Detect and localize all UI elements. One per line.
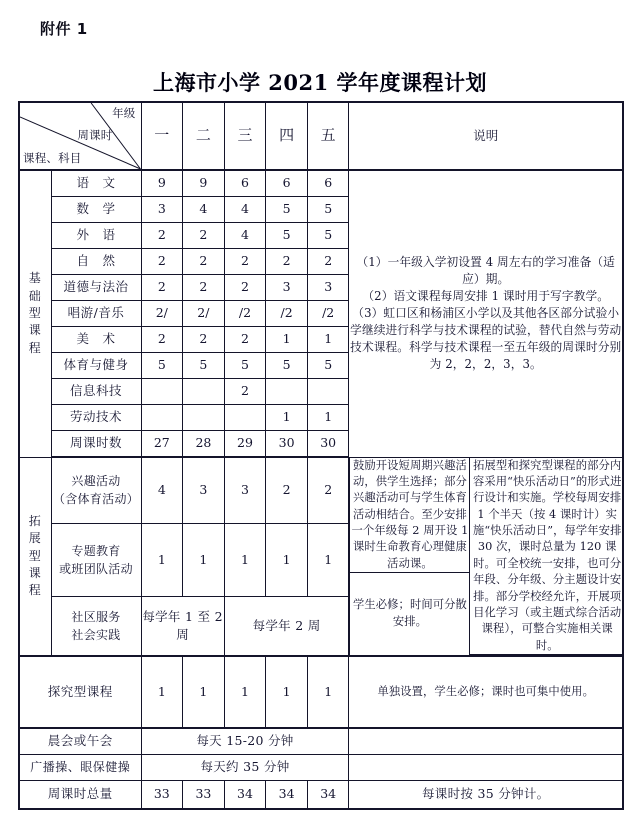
- cat-char: 基: [28, 271, 42, 286]
- cell-value: 2: [224, 379, 266, 405]
- cell-value: 2: [224, 249, 266, 275]
- cell-value: 1: [266, 405, 308, 431]
- label-broadcast-eye-exercises: 广播操、眼保健操: [19, 755, 141, 781]
- cell-value: 3: [141, 197, 183, 223]
- category-extension-courses: [19, 457, 51, 656]
- cell-value: 5: [224, 353, 266, 379]
- page-title: 上海市小学 2021 学年度课程计划: [152, 70, 488, 95]
- subject-line: 社会实践: [71, 627, 121, 642]
- cell-value: [141, 379, 183, 405]
- label-morning-noon-meeting: 晨会或午会: [19, 728, 141, 755]
- subject-nature: 自 然: [51, 249, 141, 275]
- cat-char: 程: [28, 583, 42, 598]
- note-weekly-total: 每课时按 35 分钟计。: [349, 781, 623, 810]
- subject-morality-law: 道德与法治: [51, 275, 141, 301]
- cell-value: [183, 405, 225, 431]
- subject-line: 专题教育: [71, 543, 121, 558]
- subject-pe-fitness: 体育与健身: [51, 353, 141, 379]
- cell-value: 4: [141, 457, 183, 523]
- cell-value: 2: [183, 327, 225, 353]
- cell-value: 34: [224, 781, 266, 810]
- cell-value: 27: [141, 431, 183, 458]
- cell-value: 28: [183, 431, 225, 458]
- cell-value: 29: [224, 431, 266, 458]
- cell-value: 6: [307, 170, 349, 197]
- cell-value: [224, 405, 266, 431]
- attachment-label: 附件 1: [40, 20, 88, 38]
- cat-char: 课: [28, 323, 42, 338]
- subject-line: （含体育活动）: [52, 492, 140, 507]
- note-paragraph: （2）语文课程每周安排 1 课时用于写字教学。: [362, 289, 610, 304]
- cell-value: 5: [266, 223, 308, 249]
- cell-value: 1: [307, 523, 349, 596]
- header-grade-5: 五: [307, 102, 349, 170]
- cell-value: 2: [224, 275, 266, 301]
- label-weekly-total: 周课时总量: [19, 781, 141, 810]
- cell-value: 1: [307, 656, 349, 728]
- cell-value: 2: [141, 327, 183, 353]
- cell-value: 1: [183, 656, 225, 728]
- cell-value: /2: [266, 301, 308, 327]
- cell-value: 1: [266, 327, 308, 353]
- table-row: [19, 728, 623, 755]
- value-broadcast-eye-exercises: 每天约 35 分钟: [141, 755, 349, 781]
- value-morning-noon-meeting: 每天 15-20 分钟: [141, 728, 349, 755]
- cell-value: 4: [224, 197, 266, 223]
- cell-value: [307, 379, 349, 405]
- note-extension-wrapper: [349, 457, 623, 656]
- cell-value: 33: [141, 781, 183, 810]
- header-note-column: 说明: [349, 102, 623, 170]
- cat-char: 型: [28, 548, 42, 563]
- note-basic-courses: [349, 170, 623, 457]
- cell-value: 2: [183, 223, 225, 249]
- cell-value: 2: [266, 249, 308, 275]
- cell-value: 3: [224, 457, 266, 523]
- value-community-grades-3-5: 每学年 2 周: [224, 596, 349, 656]
- cell-value: 2: [183, 275, 225, 301]
- cell-value: 1: [224, 656, 266, 728]
- subject-foreign-language: 外 语: [51, 223, 141, 249]
- cell-value: 1: [224, 523, 266, 596]
- cell-value: 5: [266, 353, 308, 379]
- cell-value: 5: [141, 353, 183, 379]
- table-row: [19, 170, 623, 197]
- header-grade-2: 二: [183, 102, 225, 170]
- cell-value: 1: [266, 656, 308, 728]
- header-grade-4: 四: [266, 102, 308, 170]
- cell-value: 1: [141, 523, 183, 596]
- cat-char: 础: [28, 288, 42, 303]
- cell-value: [183, 379, 225, 405]
- cell-value: 34: [266, 781, 308, 810]
- cell-value: 3: [307, 275, 349, 301]
- cell-value: 33: [183, 781, 225, 810]
- subject-line: 兴趣活动: [71, 474, 121, 489]
- note-interest-activities: 鼓励开设短周期兴趣活动，供学生选择；部分兴趣活动可与学生体育活动相结合。至少安排一个年级每 2 周开设 1 课时生命教育心理健康活动课。: [350, 458, 470, 573]
- cell-value: /2: [224, 301, 266, 327]
- cell-value: 9: [141, 170, 183, 197]
- note-morning-noon-meeting: [349, 728, 623, 755]
- subject-math: 数 学: [51, 197, 141, 223]
- note-inquiry-courses: 单独设置，学生必修；课时也可集中使用。: [349, 656, 623, 728]
- cell-value: 5: [307, 197, 349, 223]
- subject-information-technology: 信息科技: [51, 379, 141, 405]
- header-grade-1: 一: [141, 102, 183, 170]
- cell-value: 30: [266, 431, 308, 458]
- cell-value: 5: [307, 223, 349, 249]
- cell-value: 3: [266, 275, 308, 301]
- note-community-service: 学生必修；时间可分散安排。: [350, 573, 470, 655]
- header-grade-3: 三: [224, 102, 266, 170]
- cell-value: 30: [307, 431, 349, 458]
- cell-value: 9: [183, 170, 225, 197]
- cell-value: 1: [307, 327, 349, 353]
- cell-value: 2: [307, 457, 349, 523]
- note-paragraph: （3）虹口区和杨浦区小学以及其他各区部分试验小学继续进行科学与技术课程的试验，替代自然与劳动技术课程。科学与技术课程一至五年级的周课时分别为 2，2，2，3，3。: [350, 306, 622, 372]
- curriculum-plan-table: [18, 101, 624, 810]
- cell-value: [266, 379, 308, 405]
- subject-interest-activities: [51, 457, 141, 523]
- header-label-weekly-periods: 周课时: [77, 128, 113, 142]
- category-basic-courses: [19, 170, 51, 457]
- cell-value: 4: [224, 223, 266, 249]
- subject-art: 美 术: [51, 327, 141, 353]
- cell-value: 2: [183, 249, 225, 275]
- note-happy-activity-day: 拓展型和探究型课程的部分内容采用“快乐活动日”的形式进行设计和实施。学校每周安排 1 个半天（按 4 课时计）实施“快乐活动日”，每学年安排 30 次，课时总量为 120 课时。可全校统一安排，也可分年段、分年级、分主题设计安排。部分学校经允许，开展项目化学习（或主题式综合活动课程），可整合实施相关课时。: [470, 458, 624, 655]
- cat-char: 课: [28, 565, 42, 580]
- cell-value: 2/: [141, 301, 183, 327]
- cell-value: 2: [141, 275, 183, 301]
- cat-char: 程: [28, 340, 42, 355]
- header-label-grade: 年级: [112, 106, 136, 120]
- header-corner-cell: [19, 102, 141, 170]
- cell-value: 6: [266, 170, 308, 197]
- cell-value: 34: [307, 781, 349, 810]
- cell-value: 1: [141, 656, 183, 728]
- subject-singing-music: 唱游/音乐: [51, 301, 141, 327]
- cell-value: 1: [307, 405, 349, 431]
- subject-thematic-education: [51, 523, 141, 596]
- table-row: [19, 457, 623, 523]
- cell-value: 2: [141, 249, 183, 275]
- table-header-row: [19, 102, 623, 170]
- subject-community-service: [51, 596, 141, 656]
- cell-value: 4: [183, 197, 225, 223]
- cell-value: 5: [183, 353, 225, 379]
- table-row: [19, 656, 623, 728]
- subject-line: 或班团队活动: [59, 561, 133, 576]
- subject-weekly-periods-subtotal: 周课时数: [51, 431, 141, 458]
- cell-value: 2: [224, 327, 266, 353]
- cell-value: 2: [141, 223, 183, 249]
- cell-value: 1: [266, 523, 308, 596]
- table-row: [19, 781, 623, 810]
- cat-char: 拓: [28, 513, 42, 528]
- subject-labor-technology: 劳动技术: [51, 405, 141, 431]
- header-label-subject: 课程、科目: [23, 151, 82, 166]
- cell-value: 6: [224, 170, 266, 197]
- cell-value: [141, 405, 183, 431]
- cell-value: 3: [183, 457, 225, 523]
- cell-value: 2: [266, 457, 308, 523]
- note-broadcast-eye-exercises: [349, 755, 623, 781]
- value-community-grades-1-2: 每学年 1 至 2 周: [141, 596, 224, 656]
- note-paragraph: （1）一年级入学初设置 4 周左右的学习准备（适应）期。: [356, 255, 615, 287]
- cell-value: 5: [266, 197, 308, 223]
- cell-value: /2: [307, 301, 349, 327]
- cat-char: 展: [28, 531, 42, 546]
- cat-char: 型: [28, 306, 42, 321]
- subject-line: 社区服务: [71, 609, 121, 624]
- cell-value: 2: [307, 249, 349, 275]
- category-inquiry-courses: 探究型课程: [19, 656, 141, 728]
- cell-value: 1: [183, 523, 225, 596]
- table-row: [19, 755, 623, 781]
- cell-value: 2/: [183, 301, 225, 327]
- cell-value: 5: [307, 353, 349, 379]
- subject-chinese: 语 文: [51, 170, 141, 197]
